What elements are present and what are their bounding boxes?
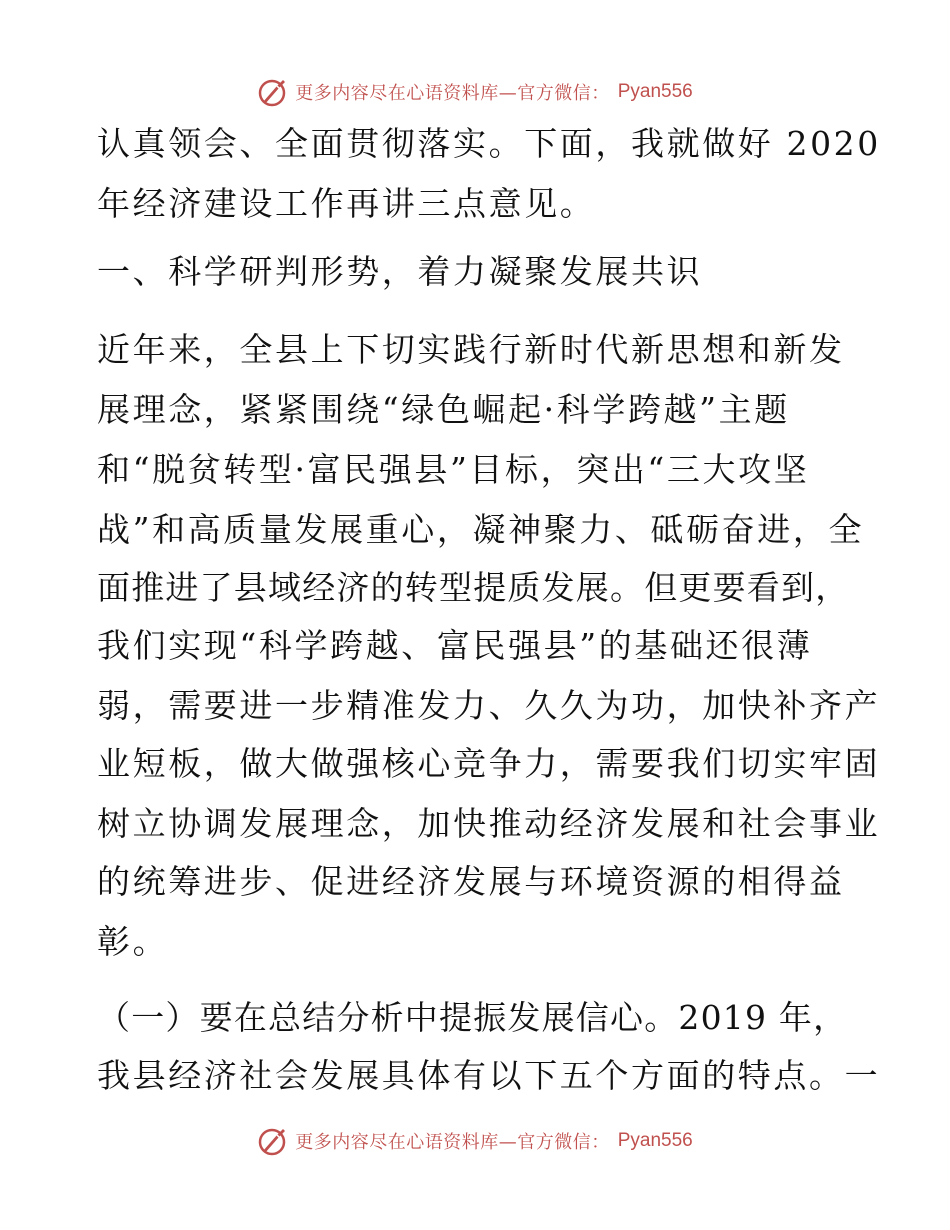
watermark-text: 更多内容尽在心语资料库—官方微信： (295, 1132, 610, 1153)
pen-logo-icon (257, 1125, 289, 1157)
watermark-wechat-id: Pyan556 (617, 81, 693, 102)
body-line: 树立协调发展理念，加快推动经济发展和社会事业 (97, 804, 881, 843)
subsection-heading: （一）要在总结分析中提振发展信心。2019 年， (97, 998, 848, 1037)
body-line: 我县经济社会发展具体有以下五个方面的特点。一 (97, 1056, 881, 1095)
body-line: 展理念，紧紧围绕“绿色崛起·科学跨越”主题 (97, 390, 790, 429)
body-line: 彰。 (97, 922, 169, 961)
body-line: 和“脱贫转型·富民强县”目标，突出“三大攻坚 (97, 450, 810, 489)
body-line: 的统筹进步、促进经济发展与环境资源的相得益 (97, 862, 845, 901)
footer-watermark (0, 1121, 950, 1161)
body-line: 面推进了县域经济的转型提质发展。但更要看到， (97, 568, 850, 607)
pen-logo-icon (257, 76, 289, 108)
watermark-text: 更多内容尽在心语资料库—官方微信： (295, 83, 610, 104)
body-line: 年经济建设工作再讲三点意见。 (97, 184, 596, 223)
body-line: 近年来，全县上下切实践行新时代新思想和新发 (97, 330, 845, 369)
body-line: 业短板，做大做强核心竞争力，需要我们切实牢固 (97, 744, 881, 783)
body-line: 我们实现“科学跨越、富民强县”的基础还很薄 (97, 626, 813, 665)
header-watermark (0, 72, 950, 112)
section-heading: 一、科学研判形势，着力凝聚发展共识 (97, 252, 703, 291)
body-line: 战”和高质量发展重心，凝神聚力、砥砺奋进，全 (97, 510, 865, 549)
body-line: 认真领会、全面贯彻落实。下面，我就做好 2020 (97, 124, 881, 163)
watermark-wechat-id: Pyan556 (617, 1130, 693, 1151)
body-line: 弱，需要进一步精准发力、久久为功，加快补齐产 (97, 686, 881, 725)
